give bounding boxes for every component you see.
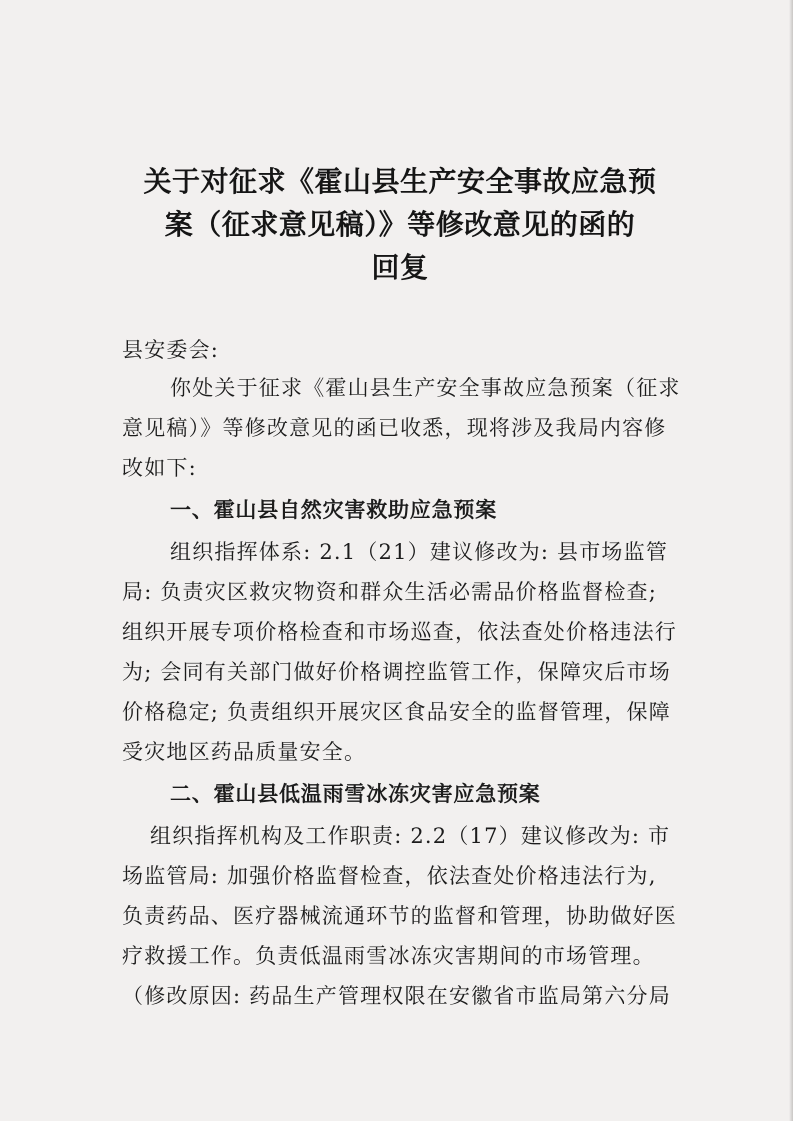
title-line-3: 回复 [371,251,429,284]
section-1-line-1: 组织指挥体系: 2.1（21）建议修改为: 县市场监管 [170,540,669,564]
intro-line-3: 改如下: [122,456,197,480]
section-2-line-1: 组织指挥机构及工作职责: 2.2（17）建议修改为: 市 [150,824,671,848]
page-edge-shadow [789,0,793,1121]
title-line-2: 案（征求意见稿）》等修改意见的函的 [164,208,636,241]
title-line-1: 关于对征求《霍山县生产安全事故应急预 [143,165,657,198]
section-1-line-5: 价格稳定; 负责组织开展灾区食品安全的监督管理，保障 [122,700,671,724]
intro-line-2: 意见稿）》等修改意见的函已收悉，现将涉及我局内容修 [122,416,667,440]
section-1-heading: 一、霍山县自然灾害救助应急预案 [170,498,497,522]
intro-line-1: 你处关于征求《霍山县生产安全事故应急预案（征求 [170,376,681,400]
section-1-line-2: 局: 负责灾区救灾物资和群众生活必需品价格监督检查; [122,580,658,604]
section-2-line-2: 场监管局: 加强价格监督检查，依法查处价格违法行为, [122,864,657,888]
section-1-line-3: 组织开展专项价格检查和市场巡查，依法查处价格违法行 [122,620,677,644]
section-2-heading: 二、霍山县低温雨雪冰冻灾害应急预案 [170,782,541,806]
salutation: 县安委会: [122,338,220,362]
section-1-line-4: 为; 会同有关部门做好价格调控监管工作，保障灾后市场 [122,660,671,684]
section-1-line-6: 受灾地区药品质量安全。 [122,740,367,764]
section-2-line-4: 疗救援工作。负责低温雨雪冰冻灾害期间的市场管理。 [122,944,655,968]
section-2-line-3: 负责药品、医疗器械流通环节的监督和管理，协助做好医 [122,904,677,928]
section-2-line-5: （修改原因: 药品生产管理权限在安徽省市监局第六分局 [122,984,671,1008]
document-title [120,160,680,289]
